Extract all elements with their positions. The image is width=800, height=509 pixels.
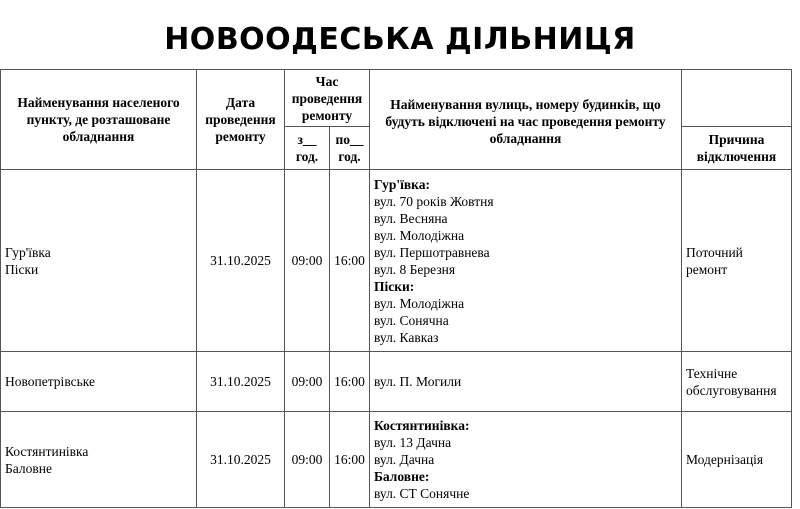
street-item: вул. 70 років Жовтня [374, 193, 494, 209]
reason-cell [682, 352, 792, 412]
table-row [1, 352, 792, 412]
streets-cell [370, 352, 682, 412]
header-time: Час проведення ремонту [285, 70, 370, 127]
reason-text: Технічне [686, 365, 738, 381]
street-item: вул. 8 Березня [374, 261, 456, 277]
settlement-cell [1, 170, 197, 352]
header-reason: Причина відключення [682, 127, 792, 170]
streets-cell [370, 412, 682, 508]
reason-cell [682, 170, 792, 352]
time-from-cell: 09:00 [285, 352, 330, 412]
reason-text: Модернізація [686, 452, 764, 467]
header-time-to: по__ год. [330, 127, 370, 170]
reason-text: обслуговування [686, 382, 777, 398]
settlement-cell [1, 412, 197, 508]
settlement-name: Костянтинівка [5, 443, 89, 459]
table-row [1, 412, 792, 508]
street-item: вул. Першотравнева [374, 244, 490, 260]
header-settlement: Найменування населеного пункту, де розташоване обладнання [1, 70, 197, 170]
date-cell: 31.10.2025 [197, 352, 285, 412]
page-title: НОВООДЕСЬКА ДІЛЬНИЦЯ [164, 22, 636, 57]
street-item: вул. Дачна [374, 452, 435, 467]
street-group-title: Костянтинівка: [374, 418, 470, 433]
street-group-title: Піски: [374, 278, 415, 294]
reason-cell [682, 412, 792, 508]
settlement-cell [1, 352, 197, 412]
header-streets: Найменування вулиць, номеру будинків, що будуть відключені на час проведення ремонту обладнання [370, 70, 682, 170]
street-item: вул. П. Могили [374, 374, 462, 389]
street-item: вул. Молодіжна [374, 295, 465, 311]
reason-text: ремонт [686, 261, 728, 277]
street-item: вул. Сонячна [374, 312, 449, 328]
street-item: вул. 13 Дачна [374, 435, 452, 450]
outage-schedule-table [0, 69, 792, 508]
street-item: вул. Молодіжна [374, 227, 465, 243]
street-item: вул. Кавказ [374, 329, 439, 345]
time-to-cell: 16:00 [330, 352, 370, 412]
street-group-title: Гур'ївка: [374, 176, 430, 192]
settlement-name: Гур'ївка [5, 244, 51, 260]
header-time-from: з__ год. [285, 127, 330, 170]
time-from-cell: 09:00 [285, 412, 330, 508]
date-cell: 31.10.2025 [197, 412, 285, 508]
header-reason-spacer [682, 70, 792, 127]
settlement-name: Новопетрівське [5, 374, 95, 389]
table-row [1, 170, 792, 352]
header-date: Дата проведення ремонту [197, 70, 285, 170]
streets-cell [370, 170, 682, 352]
street-item: вул. СТ Сонячне [374, 486, 470, 501]
time-to-cell: 16:00 [330, 412, 370, 508]
settlement-name: Баловне [5, 460, 52, 476]
street-group-title: Баловне: [374, 469, 430, 484]
time-to-cell: 16:00 [330, 170, 370, 352]
reason-text: Поточний [686, 244, 743, 260]
street-item: вул. Весняна [374, 210, 448, 226]
settlement-name: Піски [5, 261, 39, 277]
date-cell: 31.10.2025 [197, 170, 285, 352]
time-from-cell: 09:00 [285, 170, 330, 352]
